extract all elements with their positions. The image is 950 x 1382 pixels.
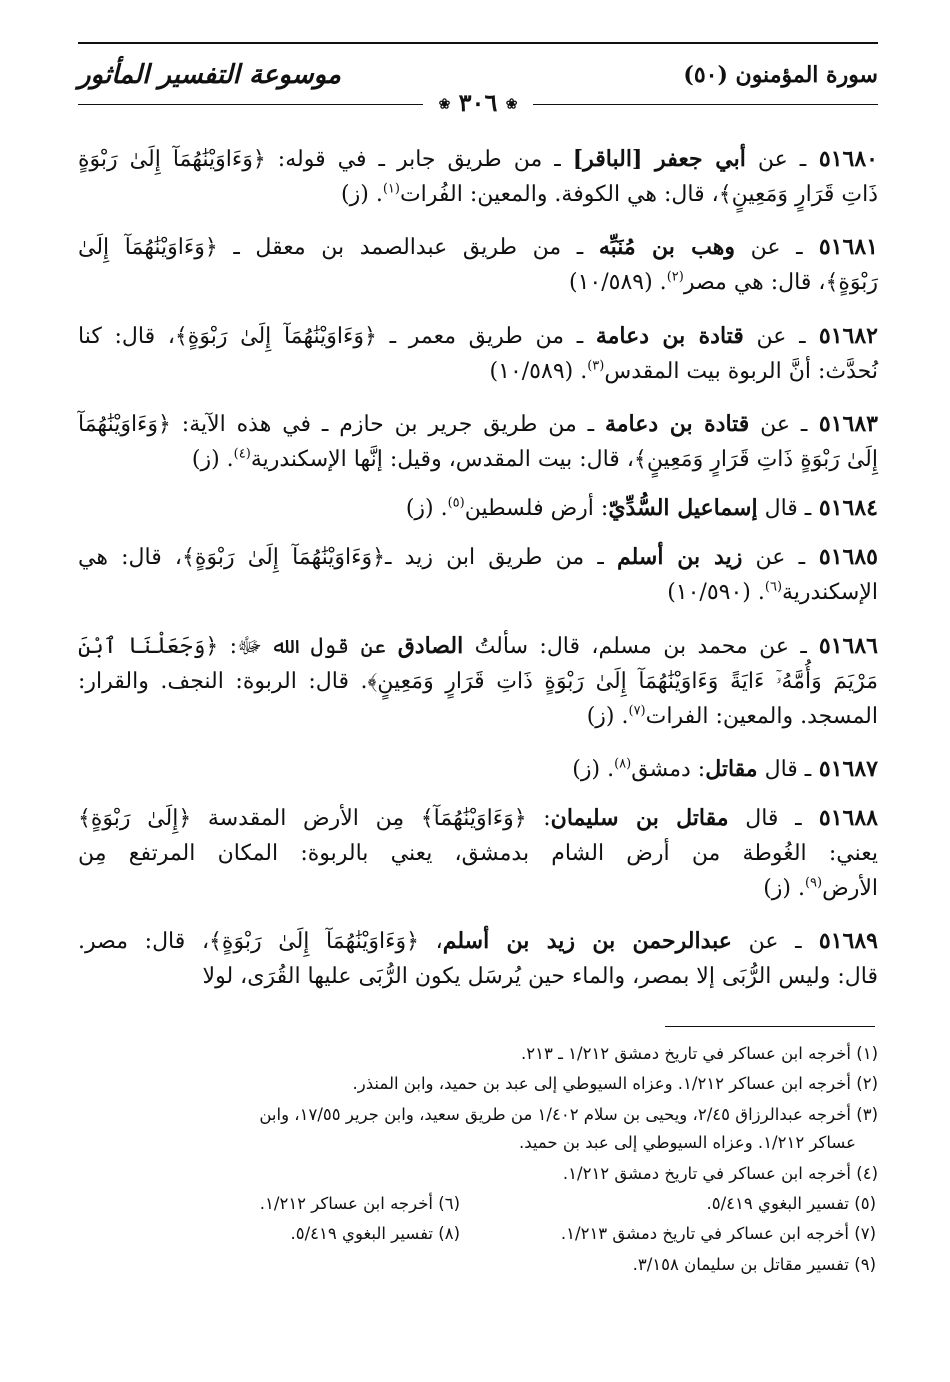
narration-entry: [78, 540, 878, 610]
footnote-marker: (٤): [233, 446, 251, 462]
folio-divider-left: [78, 104, 423, 105]
narration-text: ـ من طريق عبدالصمد بن معقل ـ ﴿وَءَاوَيْنَٰهُمَآ إِلَىٰ: [78, 235, 599, 260]
narration-text: المسجد. والمعين: الفرات: [645, 704, 878, 729]
narration-text: عن قول الله ﷻ: ﴿وَجَعَلْنَا ٱبْنَ: [78, 634, 398, 659]
entry-line: [78, 230, 878, 265]
footnote-3: (٣) أخرجه عبدالرزاق ٢/٤٥، ويحيى بن سلام ١/٤٠٢ من طريق سعيد، وابن جرير ١٧/٥٥، وابن: [259, 1105, 878, 1124]
entry-line: [78, 142, 878, 177]
footnote-3-cont: عساكر ١/٢١٢. وعزاه السيوطي إلى عبد بن حميد.: [518, 1133, 856, 1152]
narration-entry: [78, 801, 878, 906]
narration-number: ٥١٦٨٦: [806, 633, 878, 659]
entry-line: [78, 407, 878, 442]
entry-line: [78, 801, 878, 836]
narration-number: ٥١٦٨٤: [811, 495, 878, 521]
narration-number: ٥١٦٨٥: [805, 544, 878, 570]
footnote-marker: (٧): [628, 703, 646, 719]
narration-text: ـ عن: [735, 235, 803, 260]
narrator-name: وهب بن مُنَبِّه: [598, 234, 735, 260]
narration-text: ـ من طريق معمر ـ ﴿وَءَاوَيْنَٰهُمَآ إِلَىٰ رَبْوَةٍ﴾، قال: كنا: [78, 324, 596, 349]
narration-text: . (ز): [572, 757, 615, 782]
narration-text: نُحدَّث: أنَّ الربوة بيت المقدس: [604, 359, 878, 384]
narration-text: . (ز): [341, 182, 383, 207]
narration-text: ـ عن: [742, 545, 806, 570]
footnote-marker: (٥): [447, 495, 465, 511]
entry-line: [78, 540, 878, 575]
narration-text: رَبْوَةٍ﴾، قال: هي مصر: [683, 270, 878, 295]
entry-line: [78, 959, 878, 994]
narration-number: ٥١٦٨٧: [811, 756, 878, 782]
footnote-marker: (١): [382, 181, 400, 197]
footnote-5: (٥) تفسير البغوي ٥/٤١٩.: [706, 1194, 876, 1213]
narration-number: ٥١٦٨١: [802, 234, 878, 260]
narration-text: . (١٠/٥٨٩): [569, 270, 667, 295]
entry-line: [78, 752, 878, 787]
narration-text: . (ز): [405, 496, 448, 521]
book-title: موسوعة التفسير المأثور: [78, 60, 341, 90]
narration-entry: [78, 629, 878, 734]
narrator-name: قتادة بن دعامة: [604, 411, 750, 437]
header-rule: [78, 42, 878, 44]
narration-entry: [78, 407, 878, 477]
narration-text: ـ قال: [757, 757, 812, 782]
narration-text: ـ عن: [731, 929, 802, 954]
narration-number: ٥١٦٨٠: [806, 146, 878, 172]
narration-text: : أرض فلسطين: [464, 496, 609, 521]
folio-divider-right: [533, 104, 878, 105]
narration-number: ٥١٦٨٢: [805, 323, 878, 349]
narration-entry: [78, 491, 878, 526]
entry-line: [78, 491, 878, 526]
narrator-name: أبي جعفر [الباقر]: [572, 146, 746, 172]
narration-text: الأرض: [822, 876, 878, 901]
entry-line: [78, 871, 878, 906]
page-number: ٣٠٦: [458, 88, 498, 117]
entry-line: [78, 265, 878, 300]
footnote-marker: (٨): [614, 756, 632, 772]
narrator-name: قتادة بن دعامة: [595, 323, 744, 349]
narrator-name: إسماعيل السُّدِّيّ: [608, 495, 758, 521]
narration-text: : دمشق: [631, 757, 706, 782]
narrator-name: عبدالرحمن بن زيد بن أسلم: [442, 928, 732, 954]
footnote-7: (٧) أخرجه ابن عساكر في تاريخ دمشق ١/٢١٣.: [560, 1224, 876, 1243]
narration-text: ـ من طريق جرير بن حازم ـ في هذه الآية: ﴿وَءَاوَيْنَٰهُمَآ: [78, 412, 605, 437]
narration-entry: [78, 230, 878, 300]
narration-text: إِلَىٰ رَبْوَةٍ ذَاتِ قَرَارٍ وَمَعِينٍ﴾، قال: بيت المقدس، وقيل: إنَّها الإسكندرية: [250, 447, 878, 472]
narrator-name: مقاتل بن سليمان: [550, 805, 729, 831]
narration-text: ، ﴿وَءَاوَيْنَٰهُمَآ إِلَىٰ رَبْوَةٍ﴾، قال: مصر.: [78, 929, 443, 954]
narration-text: . (ز): [191, 447, 234, 472]
narration-text: الإسكندرية: [782, 580, 878, 605]
narration-text: ـ عن: [743, 324, 806, 349]
narrator-name: زيد بن أسلم: [616, 544, 743, 570]
narration-text: ـ عن: [745, 147, 807, 172]
ornament-icon: ❀: [438, 96, 451, 113]
narration-text: ـ عن محمد بن مسلم، قال: سألتُ: [463, 634, 807, 659]
narration-text: . (ز): [586, 704, 629, 729]
entry-line: [78, 664, 878, 699]
narration-entry: [78, 319, 878, 389]
footnote-9: (٩) تفسير مقاتل بن سليمان ٣/١٥٨.: [632, 1255, 876, 1274]
narration-number: ٥١٦٨٣: [807, 411, 878, 437]
narrator-name: الصادق: [397, 633, 464, 659]
entry-line: [78, 924, 878, 959]
narration-text: ـ قال: [757, 496, 812, 521]
entry-line: [78, 319, 878, 354]
footnote-8: (٨) تفسير البغوي ٥/٤١٩.: [290, 1224, 460, 1243]
narration-text: ـ قال: [728, 806, 802, 831]
entry-line: [78, 354, 878, 389]
footnote-marker: (٦): [764, 579, 783, 595]
narration-number: ٥١٦٨٨: [801, 805, 878, 831]
narration-text: مَرْيَمَ وَأُمَّهُۥٓ ءَايَةً وَءَاوَيْنَٰهُمَآ إِلَىٰ رَبْوَةٍ ذَاتِ قَرَارٍ وَمَعِينٍ﴾. قال: الربوة: النجف. والقرار:: [78, 669, 878, 694]
surah-heading: سورة المؤمنون (٥٠): [683, 62, 878, 88]
narration-text: : ﴿وَءَاوَيْنَٰهُمَآ﴾ مِن الأرض المقدسة ﴿إِلَىٰ رَبْوَةٍ﴾: [78, 806, 551, 831]
ornament-icon: ❀: [505, 96, 518, 113]
entry-line: [78, 629, 878, 664]
entry-line: [78, 836, 878, 871]
footnote-2: (٢) أخرجه ابن عساكر ١/٢١٢. وعزاه السيوطي إلى عبد بن حميد، وابن المنذر.: [352, 1074, 878, 1093]
footnote-marker: (٢): [666, 269, 684, 285]
narration-number: ٥١٦٨٩: [801, 928, 878, 954]
footnote-marker: (٣): [587, 358, 605, 374]
narration-text: ـ عن: [749, 412, 808, 437]
narrator-name: مقاتل: [705, 756, 758, 782]
narration-entry: [78, 142, 878, 212]
footnote-marker: (٩): [804, 875, 823, 891]
narration-text: . (ز): [763, 876, 805, 901]
narration-text: قال: وليس الرُّبَى إلا بمصر، والماء حين يُرسَل يكون الرُّبَى عليها القُرَى، لولا: [202, 964, 878, 989]
narration-text: . (١٠/٥٩٠): [667, 580, 765, 605]
footnote-6: (٦) أخرجه ابن عساكر ١/٢١٢.: [259, 1194, 460, 1213]
footnote-4: (٤) أخرجه ابن عساكر في تاريخ دمشق ١/٢١٢.: [562, 1164, 878, 1183]
narration-entry: [78, 924, 878, 994]
narration-text: يعني: الغُوطة من أرض الشام بدمشق، يعني بالربوة: المكان المرتفع مِن: [78, 841, 878, 866]
folio-row: [78, 88, 878, 118]
entry-line: [78, 575, 878, 610]
narration-text: ذَاتِ قَرَارٍ وَمَعِينٍ﴾، قال: هي الكوفة. والمعين: الفُرات: [399, 182, 878, 207]
entry-line: [78, 699, 878, 734]
narration-text: . (١٠/٥٨٩): [489, 359, 588, 384]
footnote-rule: [665, 1026, 875, 1027]
entry-line: [78, 177, 878, 212]
narration-entry: [78, 752, 878, 787]
footnote-1: (١) أخرجه ابن عساكر في تاريخ دمشق ١/٢١٢ ـ ٢١٣.: [520, 1044, 878, 1063]
narration-text: ـ من طريق ابن زيد ـ﴿وَءَاوَيْنَٰهُمَآ إِلَىٰ رَبْوَةٍ﴾، قال: هي: [78, 545, 617, 570]
entry-line: [78, 442, 878, 477]
narration-text: ـ من طريق جابر ـ في قوله: ﴿وَءَاوَيْنَٰهُمَآ إِلَىٰ رَبْوَةٍ: [78, 147, 573, 172]
page-number-block: [433, 88, 523, 117]
